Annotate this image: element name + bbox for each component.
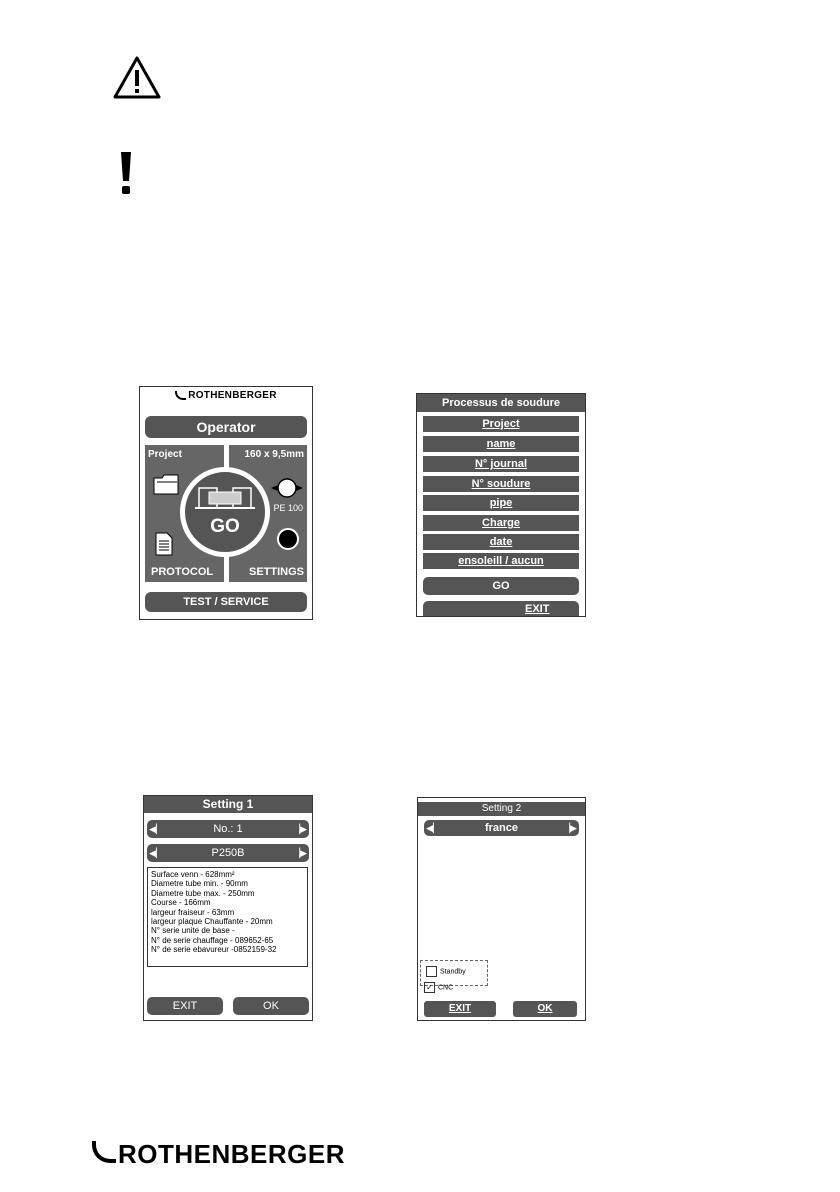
process-row-name[interactable]: name — [423, 436, 579, 452]
info-line: largeur fraiseur - 63mm — [151, 907, 235, 917]
cnc-option[interactable] — [424, 982, 453, 993]
machine-number-selector[interactable] — [147, 820, 309, 838]
machine-info-panel — [147, 867, 308, 967]
standby-label: Standby — [440, 968, 466, 976]
process-row-weather[interactable]: ensoleill / aucun — [423, 553, 579, 569]
setting2-screen — [417, 797, 586, 1021]
go-button[interactable] — [180, 467, 270, 557]
info-line: N° de serie chauffage - 089652-65 — [151, 935, 274, 945]
info-line: Diametre tube min. - 90mm — [151, 879, 248, 889]
standby-checkbox[interactable] — [426, 966, 437, 977]
settings-label: SETTINGS — [248, 566, 304, 578]
setting2-ok-button[interactable]: OK — [513, 1001, 577, 1017]
left-arrow-icon[interactable]: ◀▏ — [149, 848, 163, 858]
logo-hook-icon — [92, 1141, 116, 1163]
info-line: largeur plaque Chauffante - 20mm — [151, 917, 273, 927]
process-row-project[interactable]: Project — [423, 416, 579, 432]
brand-header — [140, 387, 312, 405]
material-label: PE 100 — [273, 503, 303, 513]
process-row-weld-number[interactable]: N° soudure — [423, 476, 579, 492]
brand-hook-icon — [175, 391, 186, 400]
process-row-charge[interactable]: Charge — [423, 515, 579, 531]
language-value: france — [484, 822, 519, 834]
brand-name: ROTHENBERGER — [188, 390, 277, 401]
info-line: N° serie unite de base - — [151, 926, 235, 936]
right-arrow-icon[interactable]: ▕▶ — [563, 823, 577, 833]
footer-logo-text: ROTHENBERGER — [118, 1139, 346, 1169]
setting1-exit-button[interactable]: EXIT — [147, 997, 223, 1015]
document-icon — [155, 532, 173, 556]
left-arrow-icon[interactable]: ◀▏ — [149, 824, 163, 834]
machine-type-selector[interactable] — [147, 844, 309, 862]
go-label: GO — [210, 516, 240, 537]
cnc-label: CNC — [438, 984, 454, 992]
setting2-title: Setting 2 — [418, 802, 585, 816]
protocol-label: PROTOCOL — [151, 566, 214, 578]
info-line: Surface venn - 628mm² — [151, 870, 235, 879]
main-menu-screen — [139, 386, 313, 620]
folder-icon — [153, 473, 179, 495]
machine-type-value: P250B — [211, 847, 245, 859]
pipe-circle-icon — [271, 475, 303, 501]
test-service-button[interactable]: TEST / SERVICE — [145, 592, 307, 612]
gear-icon — [275, 526, 301, 552]
process-title: Processus de soudure — [417, 394, 585, 412]
operator-button[interactable]: Operator — [145, 416, 307, 438]
warning-triangle-icon — [112, 55, 162, 101]
machine-number-value: No.: 1 — [213, 823, 243, 835]
language-selector[interactable] — [424, 820, 579, 836]
info-line: N° de serie ebavureur -0852159-32 — [151, 945, 277, 955]
setting1-title: Setting 1 — [144, 796, 312, 813]
exclamation-icon — [118, 150, 134, 196]
right-arrow-icon[interactable]: ▕▶ — [293, 824, 307, 834]
setting1-screen — [143, 795, 313, 1021]
info-line: Course - 166mm — [151, 898, 211, 908]
process-go-button[interactable]: GO — [423, 577, 579, 595]
cnc-checkbox[interactable]: ✓ — [424, 982, 435, 993]
process-exit-button[interactable]: EXIT — [525, 603, 550, 615]
process-row-journal[interactable]: N° journal — [423, 456, 579, 472]
process-row-pipe[interactable]: pipe — [423, 495, 579, 511]
setting2-exit-button[interactable]: EXIT — [424, 1001, 496, 1017]
process-screen — [416, 393, 586, 617]
standby-option[interactable] — [426, 966, 466, 977]
setting1-ok-button[interactable]: OK — [233, 997, 309, 1015]
footer-logo — [92, 1137, 345, 1171]
process-exit-bar — [423, 601, 579, 617]
welding-machine-icon — [195, 482, 255, 514]
right-arrow-icon[interactable]: ▕▶ — [293, 848, 307, 858]
info-line: Diametre tube max. - 250mm — [151, 888, 255, 898]
left-arrow-icon[interactable]: ◀▏ — [426, 823, 440, 833]
process-row-date[interactable]: date — [423, 534, 579, 550]
pipe-size-label: 160 x 9,5mm — [244, 449, 304, 460]
project-label: Project — [148, 449, 182, 460]
